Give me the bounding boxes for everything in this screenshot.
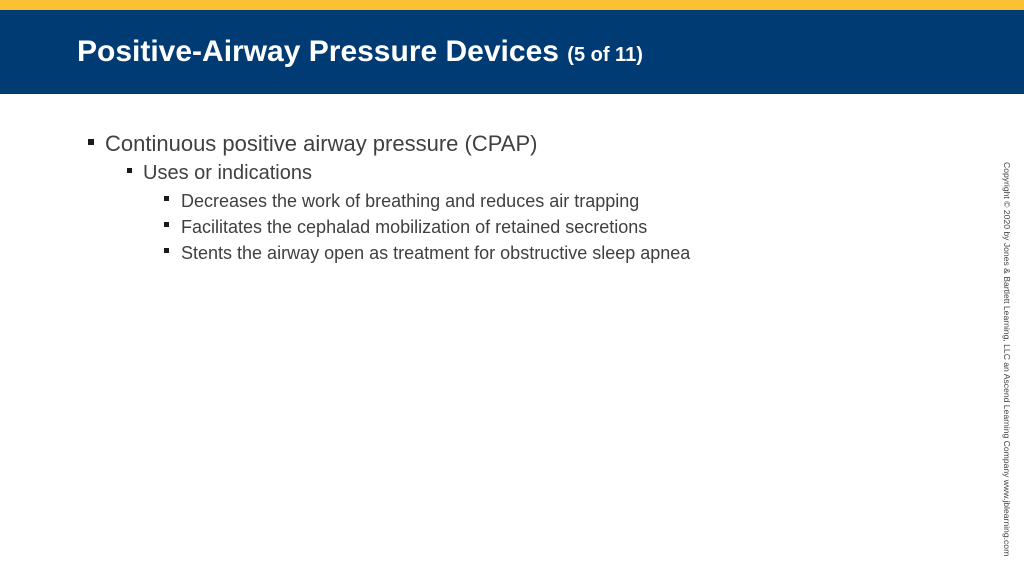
copyright-notice: Copyright © 2020 by Jones & Bartlett Learning, LLC an Ascend Learning Company www.jblearning.com	[1002, 162, 1012, 557]
slide-counter: (5 of 11)	[567, 44, 643, 66]
bullet-marker	[88, 139, 94, 145]
slide-title	[77, 34, 643, 73]
bullet-level-3: Facilitates the cephalad mobilization of retained secretions	[181, 217, 648, 237]
bullet-marker	[164, 222, 169, 227]
bullet-marker	[127, 168, 132, 173]
bullet-marker	[164, 248, 169, 253]
bullet-level-2: Uses or indications	[143, 162, 312, 184]
slide-title-text: Positive-Airway Pressure Devices	[77, 35, 559, 68]
bullet-marker	[164, 196, 169, 201]
bullet-level-3: Stents the airway open as treatment for obstructive sleep apnea	[181, 243, 691, 263]
bullet-level-1: Continuous positive airway pressure (CPAP)	[105, 131, 538, 156]
accent-stripe	[0, 0, 1024, 10]
bullet-level-3: Decreases the work of breathing and reduces air trapping	[181, 191, 640, 211]
